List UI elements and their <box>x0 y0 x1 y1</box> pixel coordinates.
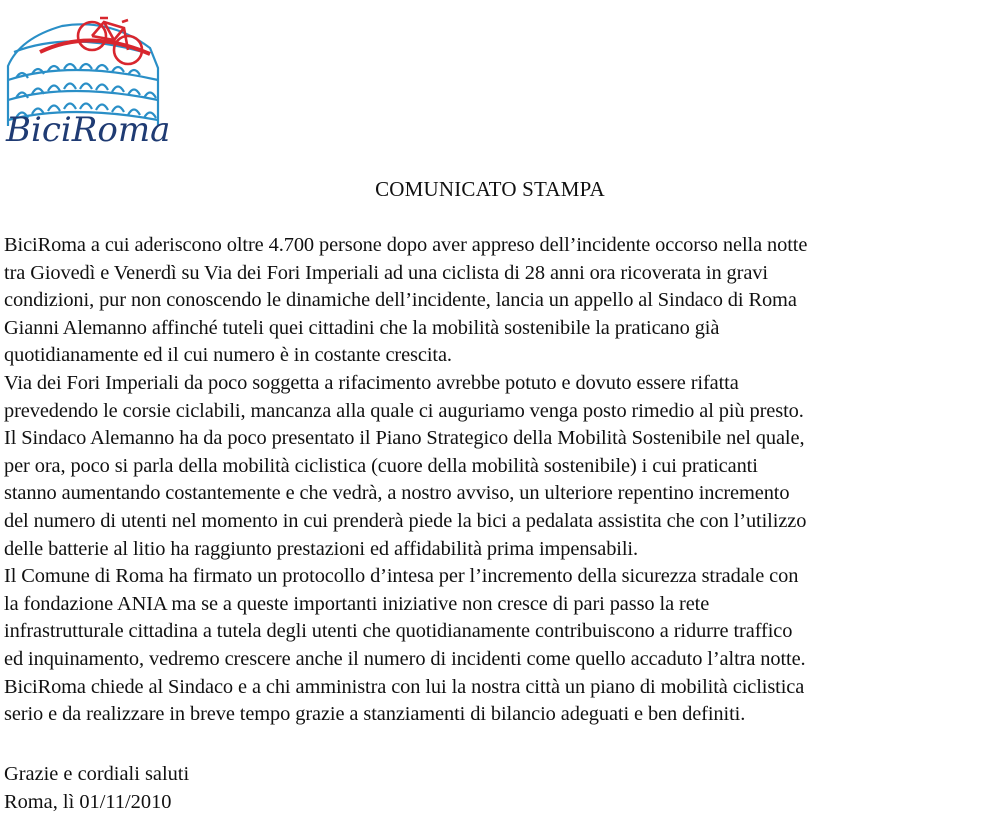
page-title: COMUNICATO STAMPA <box>375 177 605 201</box>
body-line: per ora, poco si parla della mobilità ciclistica (cuore della mobilità sostenibile) i cui praticanti <box>4 454 758 477</box>
body-line: delle batterie al litio ha raggiunto prestazioni ed affidabilità prima impensabili. <box>4 537 638 560</box>
colosseum-bicycle-logo-icon <box>0 8 172 148</box>
body-line: la fondazione ANIA ma se a queste importanti iniziative non cresce di pari passo la rete <box>4 592 710 615</box>
closing-block <box>4 761 189 816</box>
body-line: Il Comune di Roma ha firmato un protocollo d’intesa per l’incremento della sicurezza stradale con <box>4 565 799 588</box>
biciroma-logo <box>0 8 172 148</box>
logo-text: BiciRoma <box>6 110 171 148</box>
body-line: Via dei Fori Imperiali da poco soggetta a rifacimento avrebbe potuto e dovuto essere rifatta <box>4 371 739 394</box>
place-date: Roma, lì 01/11/2010 <box>4 790 172 813</box>
body-line: Gianni Alemanno affinché tuteli quei cittadini che la mobilità sostenibile la praticano già <box>4 316 720 339</box>
body-line: ed inquinamento, vedremo crescere anche il numero di incidenti come quello accaduto l’altra notte. <box>4 647 806 670</box>
body-line: infrastrutturale cittadina a tutela degli utenti che quotidianamente contribuiscono a ridurre traffico <box>4 620 793 643</box>
body-line: prevedendo le corsie ciclabili, mancanza alla quale ci auguriamo venga posto rimedio al più presto. <box>4 399 804 422</box>
body-line: Il Sindaco Alemanno ha da poco presentato il Piano Strategico della Mobilità Sostenibile nel quale, <box>4 427 805 450</box>
body-line: tra Giovedì e Venerdì su Via dei Fori Imperiali ad una ciclista di 28 anni ora ricoverata in gravi <box>4 261 768 284</box>
press-release-body <box>4 232 994 729</box>
body-line: condizioni, pur non conoscendo le dinamiche dell’incidente, lancia un appello al Sindaco di Roma <box>4 289 797 312</box>
body-line: serio e da realizzare in breve tempo grazie a stanziamenti di bilancio adeguati e ben definiti. <box>4 703 746 726</box>
body-line: quotidianamente ed il cui numero è in costante crescita. <box>4 344 452 367</box>
body-line: stanno aumentando costantemente e che vedrà, a nostro avviso, un ulteriore repentino incremento <box>4 482 790 505</box>
greeting: Grazie e cordiali saluti <box>4 763 190 785</box>
body-line: del numero di utenti nel momento in cui prenderà piede la bici a pedalata assistita che con l’utilizzo <box>4 509 807 532</box>
body-line: BiciRoma a cui aderiscono oltre 4.700 persone dopo aver appreso dell’incidente occorso nella notte <box>4 234 808 256</box>
body-line: BiciRoma chiede al Sindaco e a chi amministra con lui la nostra città un piano di mobilità ciclistica <box>4 675 805 698</box>
